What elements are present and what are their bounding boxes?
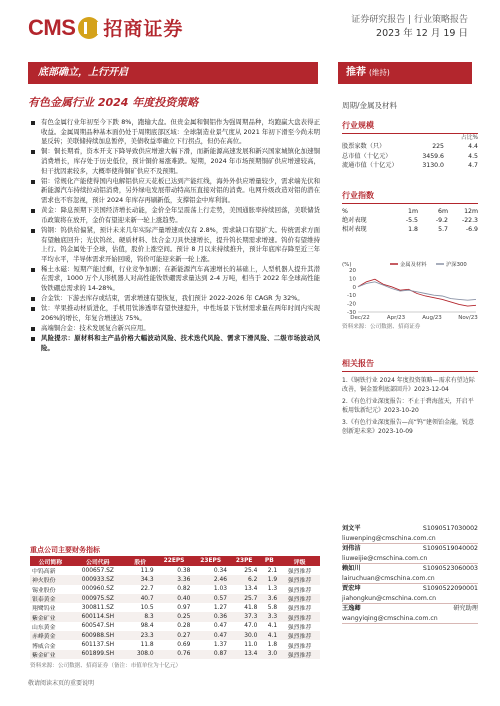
table-cell: 11.9	[140, 567, 154, 574]
col-code: 公司代码	[71, 556, 125, 566]
related-item[interactable]: 2.《有色行业深度报告：不止于碧海蓝天，开启平板用钛新纪元》2023-10-20	[342, 398, 474, 414]
header-meta	[351, 14, 468, 40]
logo-text-cn: 招商证券	[103, 18, 184, 40]
table-cell: 紫金矿业	[30, 612, 71, 621]
bullet-alloy-titanium: 合金钛：下游去库存或结束，需求增速有望恢复，我们预计 2022-2026 年 CAGR 为 32%。	[30, 294, 320, 304]
table-row	[30, 631, 320, 640]
y-unit-label: (%)	[342, 262, 352, 268]
table-row	[30, 566, 320, 575]
table-cell: 神火股份	[30, 575, 71, 584]
analyst-email[interactable]: lairuchuan@cmschina.com.cn	[342, 574, 478, 585]
table-cell: 22.7	[140, 586, 154, 593]
analyst-email[interactable]: liuwenping@cmschina.com.cn	[342, 534, 478, 545]
table-cell: 强烈推荐	[287, 624, 312, 631]
index-line-chart	[342, 260, 478, 322]
table-title: 重点公司主要财务指标	[30, 546, 100, 554]
y-tick-label: 0	[352, 284, 356, 291]
analyst-row: 刘伟洁 S1090519040002	[342, 545, 478, 552]
table-source: 资料来源：公司数据、招商证券（备注：市值单位为十亿元）	[30, 663, 182, 669]
bullet-copper-alloy: 高端铜合金：技术发展复合新兴应用。	[30, 324, 320, 334]
x-tick-label: Dec/22	[350, 315, 370, 321]
table-cell: 11.0	[244, 642, 258, 649]
table-cell: 4.1	[267, 623, 278, 630]
table-cell: 3.0	[259, 650, 279, 659]
table-cell: 强烈推荐	[279, 594, 320, 603]
analyst-email[interactable]: liuweijie@cmschina.com.cn	[342, 554, 478, 565]
logo-text-cms: CMS	[28, 14, 76, 40]
table-cell: 25.7	[229, 594, 259, 603]
table-cell: 中钨高新	[32, 569, 56, 576]
table-cell: 翔鹭钨业	[32, 606, 56, 613]
legend-label: 金属及材料	[400, 262, 427, 268]
sector-label: 周期/金属及材料	[342, 101, 398, 110]
table-cell: 博威合金	[32, 643, 56, 650]
related-reports	[342, 358, 478, 441]
table-cell: 600114.SH	[71, 612, 125, 621]
table-cell: 13.4	[229, 650, 259, 659]
table-cell: 1.3	[267, 586, 278, 593]
table-cell: 600988.SH	[71, 631, 125, 640]
table-cell: 0.38	[177, 567, 191, 574]
table-cell: 11.8	[140, 642, 154, 649]
table-cell: 37.3	[229, 612, 259, 621]
bullet-risk: 风险提示：原材料和主产品价格大幅波动风险、技术迭代风险、需求下滑风险、二级市场波动风险。	[30, 334, 320, 353]
industry-index	[342, 190, 478, 234]
table-cell: 0.28	[177, 623, 191, 630]
analyst-row: 王逸卿 研究助理	[342, 605, 478, 612]
table-cell: 0.27	[156, 631, 193, 640]
financials-table	[30, 556, 320, 659]
table-cell: 30.0	[229, 631, 259, 640]
table-cell: 强烈推荐	[287, 587, 312, 594]
table-cell: 601899.SH	[71, 650, 125, 659]
x-tick-label: Nov/23	[458, 315, 478, 321]
table-cell: 000933.SZ	[71, 575, 125, 584]
table-cell: 601137.SH	[81, 642, 115, 649]
legend-label: 沪深300	[446, 262, 467, 268]
table-cell: 3.36	[156, 575, 193, 584]
series-line-0	[358, 279, 476, 306]
table-cell: 25.4	[244, 567, 258, 574]
table-row	[30, 594, 320, 603]
col-pb: PB	[259, 556, 279, 566]
table-cell: 2.1	[267, 567, 278, 574]
index-title: 行业指数	[342, 190, 478, 204]
col-23eps: 23EPS	[192, 556, 229, 566]
table-cell: 强烈推荐	[279, 631, 320, 640]
table-cell: 强烈推荐	[287, 569, 312, 576]
x-tick-label: Apr/23	[386, 315, 406, 321]
table-cell: 13.4	[244, 586, 258, 593]
col-rating: 评级	[279, 556, 320, 566]
table-cell: 6.2	[229, 575, 259, 584]
y-tick-label: -30	[347, 310, 356, 316]
index-row-absolute: 绝对表现 -5.5 -9.2 -22.3	[342, 217, 478, 224]
chart-source: 资料来源：公司数据、招商证券	[342, 324, 421, 330]
table-cell: 强烈推荐	[287, 606, 312, 613]
scale-unit: 占比%	[460, 135, 478, 141]
analyst-row: 刘文平 S1090517030002	[342, 525, 478, 532]
table-row	[30, 603, 320, 612]
y-tick-label: -20	[347, 301, 356, 308]
y-tick-label: 20	[349, 268, 356, 274]
bullet-rare-earth: 稀土永磁：短期产能过剩，行业竞争加剧；在新能源汽车高速增长的基础上，人型机器人提升其潜在需求，1000 万个人形机器人对高性能钕铁硼需求量达到 2-4 万吨，相当于 2022 年全球高性能钕铁硼总需求的 14-28%。	[30, 265, 320, 294]
x-tick-label: Aug/23	[422, 315, 442, 321]
related-item[interactable]: 1.《铜铁行业 2024 年度投资策略—需求有望边际改善，铜金盈利底部回升》2023-12-04	[342, 377, 475, 393]
cms-logo	[28, 14, 183, 41]
col-23pe: 23PE	[229, 556, 259, 566]
table-cell: 3.3	[259, 612, 279, 621]
bullet-tungsten: 钨钢：钨供给偏紧，预计未来几年实际产量增速或仅有 2.8%，需求缺口有望扩大。传统需求方面有望触底回升；光伏钨丝、硬质材料、钛合金刀具快速增长，提升钨长期需求增速。钨价有望维持上行。钨金属处于全球，估值，股价上涨空间。预计 8 月以来持续推升，预计年底库存降至近三年平均水平，半导体需求开始回暖，钨价可能迎来新一轮上涨。	[30, 226, 320, 264]
analyst-row: 贾宏坤 S1090522090001	[342, 585, 478, 592]
y-tick-label: -10	[347, 293, 356, 300]
scale-row: 流通市值（十亿元） 3130.0 4.7	[342, 162, 478, 169]
table-cell: 紫金矿业	[30, 650, 71, 659]
table-cell: 0.34	[213, 567, 227, 574]
col-22eps: 22EPS	[156, 556, 193, 566]
table-cell: 赤峰黄金	[30, 631, 71, 640]
rating-banner	[338, 62, 472, 84]
index-row-relative: 相对表现 1.8 5.7 -6.9	[342, 226, 478, 233]
index-header-row: % 1m 6m 12m	[342, 208, 478, 215]
table-cell: 0.76	[156, 650, 193, 659]
table-cell: 强烈推荐	[279, 650, 320, 659]
col-price: 股价	[125, 556, 156, 566]
table-cell: 1.03	[213, 586, 227, 593]
table-cell: 0.47	[192, 631, 229, 640]
bullet-copper: 铜：铜长期看，资本开支下降导致供应增速大幅下滑，而新能源高速发展和新兴国家城镇化加速铜消费增长，库存处于历史低位，预计铜价易涨难跌。短期，2024 年市场预期铜矿供应增速较高，但干扰因素较多，大概率使得铜矿供应不及预期。	[30, 147, 320, 176]
table-cell: 000975.SZ	[71, 594, 125, 603]
table-cell: 600547.SH	[81, 623, 115, 630]
col-name: 公司简称	[30, 556, 71, 566]
table-cell: 1.8	[267, 642, 278, 649]
table-cell: 0.87	[192, 650, 229, 659]
table-row	[30, 640, 320, 649]
rating-status: (维持)	[369, 68, 390, 77]
table-cell: 0.25	[156, 612, 193, 621]
table-cell: 0.57	[192, 594, 229, 603]
table-cell: 0.97	[177, 604, 191, 611]
table-cell: 山东黄金	[32, 624, 56, 631]
table-cell: 0.82	[177, 586, 191, 593]
table-header-row	[30, 556, 320, 566]
table-cell: 10.5	[140, 604, 154, 611]
y-tick-label: 10	[349, 276, 356, 283]
headline-banner: 底部确立，上行开启	[28, 62, 318, 84]
bullet-overview: 有色金属行业年初至今下跌 8%，跑输大盘。但贵金属和铜铝作为强周期品种，均跑赢大盘表得正收益。金属周期品种基本面仍处于周期底部区域：全球制造业景气度从 2021 年初下滑至今尚未明显反转；美联储持续加息暂停，美债收益率确立下行拐点，但仍在高位。	[30, 118, 320, 147]
table-cell: 34.3	[125, 575, 156, 584]
series-line-1	[358, 282, 476, 300]
table-cell: 000657.SZ	[81, 567, 114, 574]
bullet-aluminum: 铝：常规化产能使得国内电解铝供应天花板已达到产能红线，海外外供应增量较少，需求端光伏和新能源汽车持续拉动铝消费，另外绿电发展带动特高压直接对铝的消费。电网升级改造对铝的潜在需求也不容忽视，预计 2024 年库存再刷新低，支撑铝金中库利润。	[30, 177, 320, 206]
analyst-row: 赖如川 S1090523060003	[342, 565, 478, 572]
table-row	[30, 575, 320, 584]
footer-note: 敬请阅读末页的重要说明	[28, 680, 95, 687]
report-header	[0, 0, 500, 52]
analyst-list	[342, 524, 478, 624]
table-row	[30, 650, 320, 659]
table-cell: 4.1	[259, 631, 279, 640]
scale-row: 股票家数（只） 225 4.4	[342, 143, 478, 150]
table-cell: 1.9	[259, 575, 279, 584]
page-title: 有色金属行业 2024 年度投资策略	[28, 96, 199, 109]
industry-scale	[342, 120, 478, 171]
table-cell: 3.6	[259, 594, 279, 603]
table-cell: 47.0	[244, 623, 258, 630]
table-cell: 强烈推荐	[279, 612, 320, 621]
table-cell: 0.69	[177, 642, 191, 649]
table-cell: 41.8	[244, 604, 258, 611]
logo-badge-icon	[78, 17, 100, 39]
related-item[interactable]: 3.《有色行业深度报告—高“钨”建领铂金龍，锐意创新迎未来》2023-10-09	[342, 419, 474, 435]
table-row	[30, 622, 320, 631]
scale-row: 总市值（十亿元） 3459.6 4.5	[342, 152, 478, 160]
table-cell: 40.7	[125, 594, 156, 603]
table-cell: 0.40	[156, 594, 193, 603]
table-cell: 98.4	[140, 623, 154, 630]
report-type: 证券研究报告 | 行业策略报告	[351, 15, 468, 25]
table-cell: 300811.SZ	[81, 604, 114, 611]
table-cell: 000960.SZ	[81, 586, 114, 593]
main-summary	[30, 118, 320, 354]
bullet-titanium: 钛：苹果推动材质进化，手机用钛渗透率有望快速提升，中性场景下钛材需求量在两年时间内实现 206%的增长，年复合增速达 75%。	[30, 304, 320, 323]
analyst-email[interactable]: jiahongkun@cmschina.com.cn	[342, 594, 478, 605]
table-cell: 0.36	[192, 612, 229, 621]
bullet-gold: 黄金：降息预期下美国经济增长动能，金价全年呈震荡上行走势，美国通胀率持续回落，美联储货币政策将在放开，金价有望迎来新一轮上涨趋势。	[30, 206, 320, 225]
table-cell: 0.47	[213, 623, 227, 630]
related-title: 相关报告	[342, 358, 478, 372]
table-cell: 2.46	[192, 575, 229, 584]
table-cell: 308.0	[125, 650, 156, 659]
table-cell: 1.37	[213, 642, 227, 649]
analyst-email[interactable]: wangyiqing@cmschina.com.cn	[342, 614, 478, 625]
rating-label: 推荐	[346, 67, 366, 78]
scale-title: 行业规模	[342, 120, 478, 134]
table-cell: 强烈推荐	[287, 643, 312, 650]
table-cell: 5.8	[267, 604, 278, 611]
table-cell: 银泰黄金	[30, 594, 71, 603]
table-cell: 强烈推荐	[279, 575, 320, 584]
table-cell: 锡业股份	[32, 587, 56, 594]
table-cell: 23.3	[125, 631, 156, 640]
table-cell: 8.3	[125, 612, 156, 621]
table-row	[30, 612, 320, 621]
table-cell: 1.27	[213, 604, 227, 611]
table-row	[30, 585, 320, 594]
report-date: 2023 年 12 月 19 日	[376, 28, 468, 39]
